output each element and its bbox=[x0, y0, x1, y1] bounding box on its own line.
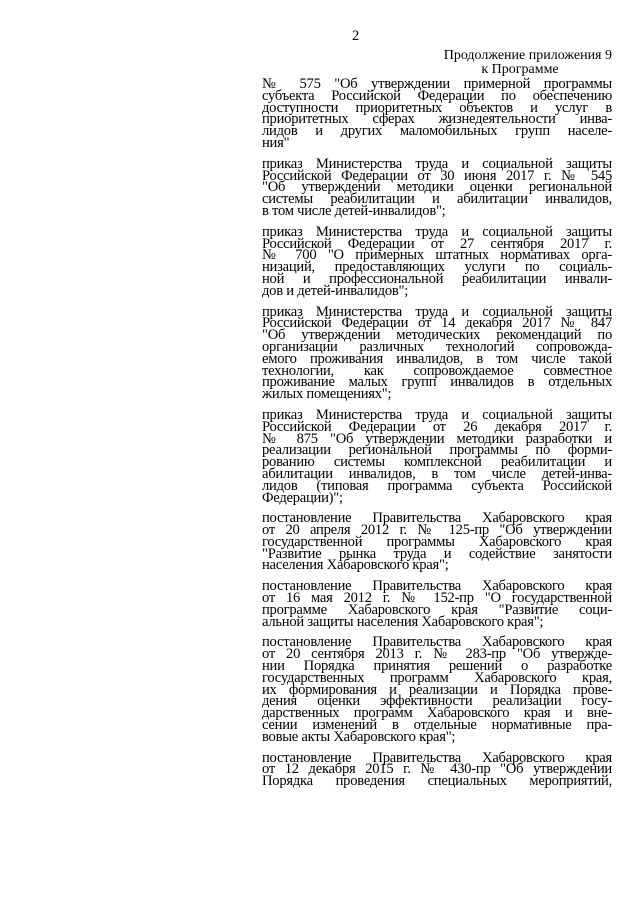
text-line: системы реабилитации и абилитации инвалидов, bbox=[262, 191, 612, 208]
text-line: постановление Правительства Хабаровского края bbox=[262, 510, 612, 527]
text-line: программе Хабаровского края "Развитие соци- bbox=[262, 601, 612, 618]
text-line: приказ Министерства труда и социальной защиты bbox=[262, 303, 612, 320]
text-line: государственной программы Хабаровского края bbox=[262, 533, 612, 550]
text-line: № 575 "Об утверждении примерной программы bbox=[262, 76, 612, 92]
text-line: от 16 мая 2012 г. № 152-пр "О государственной bbox=[262, 590, 612, 607]
text-line: постановление Правительства Хабаровского края bbox=[262, 749, 612, 766]
text-line: технологии, как сопровождаемое совместное bbox=[262, 362, 612, 379]
text-line: ния" bbox=[262, 134, 290, 151]
document-paragraph bbox=[262, 510, 612, 574]
text-line: "Об утверждении методики оценки региональной bbox=[262, 179, 612, 196]
text-line: от 20 сентября 2013 г. № 283-пр "Об утвержде- bbox=[262, 646, 612, 663]
page-number: 2 bbox=[352, 28, 360, 44]
text-line: населения Хабаровского края"; bbox=[262, 557, 449, 574]
text-line: лидов (типовая программа субъекта Российской bbox=[262, 477, 612, 494]
text-line: абилитации инвалидов, в том числе детей-инва- bbox=[262, 465, 612, 482]
text-line: "Об утверждении методических рекомендаций по bbox=[262, 327, 612, 344]
text-line: Российской Федерации от 30 июня 2017 г. № 545 bbox=[262, 167, 612, 184]
appendix-header-line1: Продолжение приложения 9 bbox=[443, 48, 612, 63]
text-line: постановление Правительства Хабаровского края bbox=[262, 578, 612, 595]
text-line: Российской Федерации от 26 декабря 2017 г. bbox=[262, 418, 612, 435]
text-line: государственных программ Хабаровского края, bbox=[262, 669, 612, 686]
text-line: дарственных программ Хабаровского края и вне- bbox=[262, 705, 612, 722]
text-line: постановление Правительства Хабаровского края bbox=[262, 634, 612, 651]
text-line: нии Порядка принятия решений о разработке bbox=[262, 658, 612, 675]
text-line: приказ Министерства труда и социальной защиты bbox=[262, 223, 612, 240]
document-body bbox=[262, 76, 612, 797]
text-line: приказ Министерства труда и социальной защиты bbox=[262, 155, 612, 172]
text-line: приказ Министерства труда и социальной защиты bbox=[262, 406, 612, 423]
document-paragraph bbox=[262, 406, 612, 506]
text-line: Российской Федерации от 14 декабря 2017 № 847 bbox=[262, 315, 612, 332]
document-paragraph bbox=[262, 303, 612, 403]
text-line: от 20 апреля 2012 г. № 125-пр "Об утверждении bbox=[262, 522, 612, 539]
text-line: от 12 декабря 2015 г. № 430-пр "Об утверждении bbox=[262, 761, 612, 778]
text-line: жилых помещениях"; bbox=[262, 386, 392, 403]
text-line: проживание малых групп инвалидов в отдельных bbox=[262, 374, 612, 391]
text-line: дения оценки эффективности реализации госу- bbox=[262, 693, 612, 710]
text-line: ной и профессиональной реабилитации инвали- bbox=[262, 270, 612, 287]
text-line: альной защиты населения Хабаровского края"; bbox=[262, 613, 544, 630]
text-line: низаций, предоставляющих услуги по социаль- bbox=[262, 259, 612, 276]
text-line: "Развитие рынка труда и содействие занятости bbox=[262, 545, 612, 562]
document-paragraph bbox=[262, 76, 612, 151]
text-line: их формирования и реализации и Порядка прове- bbox=[262, 681, 612, 698]
text-line: в том числе детей-инвалидов"; bbox=[262, 202, 446, 219]
text-line: реализации региональной программы по форми- bbox=[262, 442, 612, 459]
document-paragraph bbox=[262, 634, 612, 745]
text-line: емого проживания инвалидов, в том числе такой bbox=[262, 350, 612, 367]
text-line: лидов и других маломобильных групп населе- bbox=[262, 123, 612, 140]
text-line: Порядка проведения специальных мероприятий, bbox=[262, 773, 612, 790]
text-line: организации различных технологий сопровожда- bbox=[262, 338, 612, 355]
text-line: дов и детей-инвалидов"; bbox=[262, 282, 409, 299]
text-line: вовые акты Хабаровского края"; bbox=[262, 728, 456, 745]
text-line: рованию системы комплексной реабилитации и bbox=[262, 454, 612, 471]
document-paragraph bbox=[262, 155, 612, 219]
appendix-header-line2: к Программе bbox=[481, 62, 559, 77]
text-line: сении изменений в отдельные нормативные пра- bbox=[262, 717, 612, 734]
document-paragraph bbox=[262, 578, 612, 630]
text-line: субъекта Российской Федерации по обеспечению bbox=[262, 87, 612, 104]
text-line: приоритетных сферах жизнедеятельности инва- bbox=[262, 111, 612, 128]
text-line: Федерации)"; bbox=[262, 489, 343, 506]
document-paragraph bbox=[262, 223, 612, 299]
document-paragraph bbox=[262, 749, 612, 790]
text-line: доступности приоритетных объектов и услуг в bbox=[262, 99, 612, 116]
text-line: № 875 "Об утверждении методики разработки и bbox=[262, 430, 612, 447]
text-line: № 700 "О примерных штатных нормативах орга- bbox=[262, 247, 612, 264]
text-line: Российской Федерации от 27 сентября 2017 г. bbox=[262, 235, 612, 252]
